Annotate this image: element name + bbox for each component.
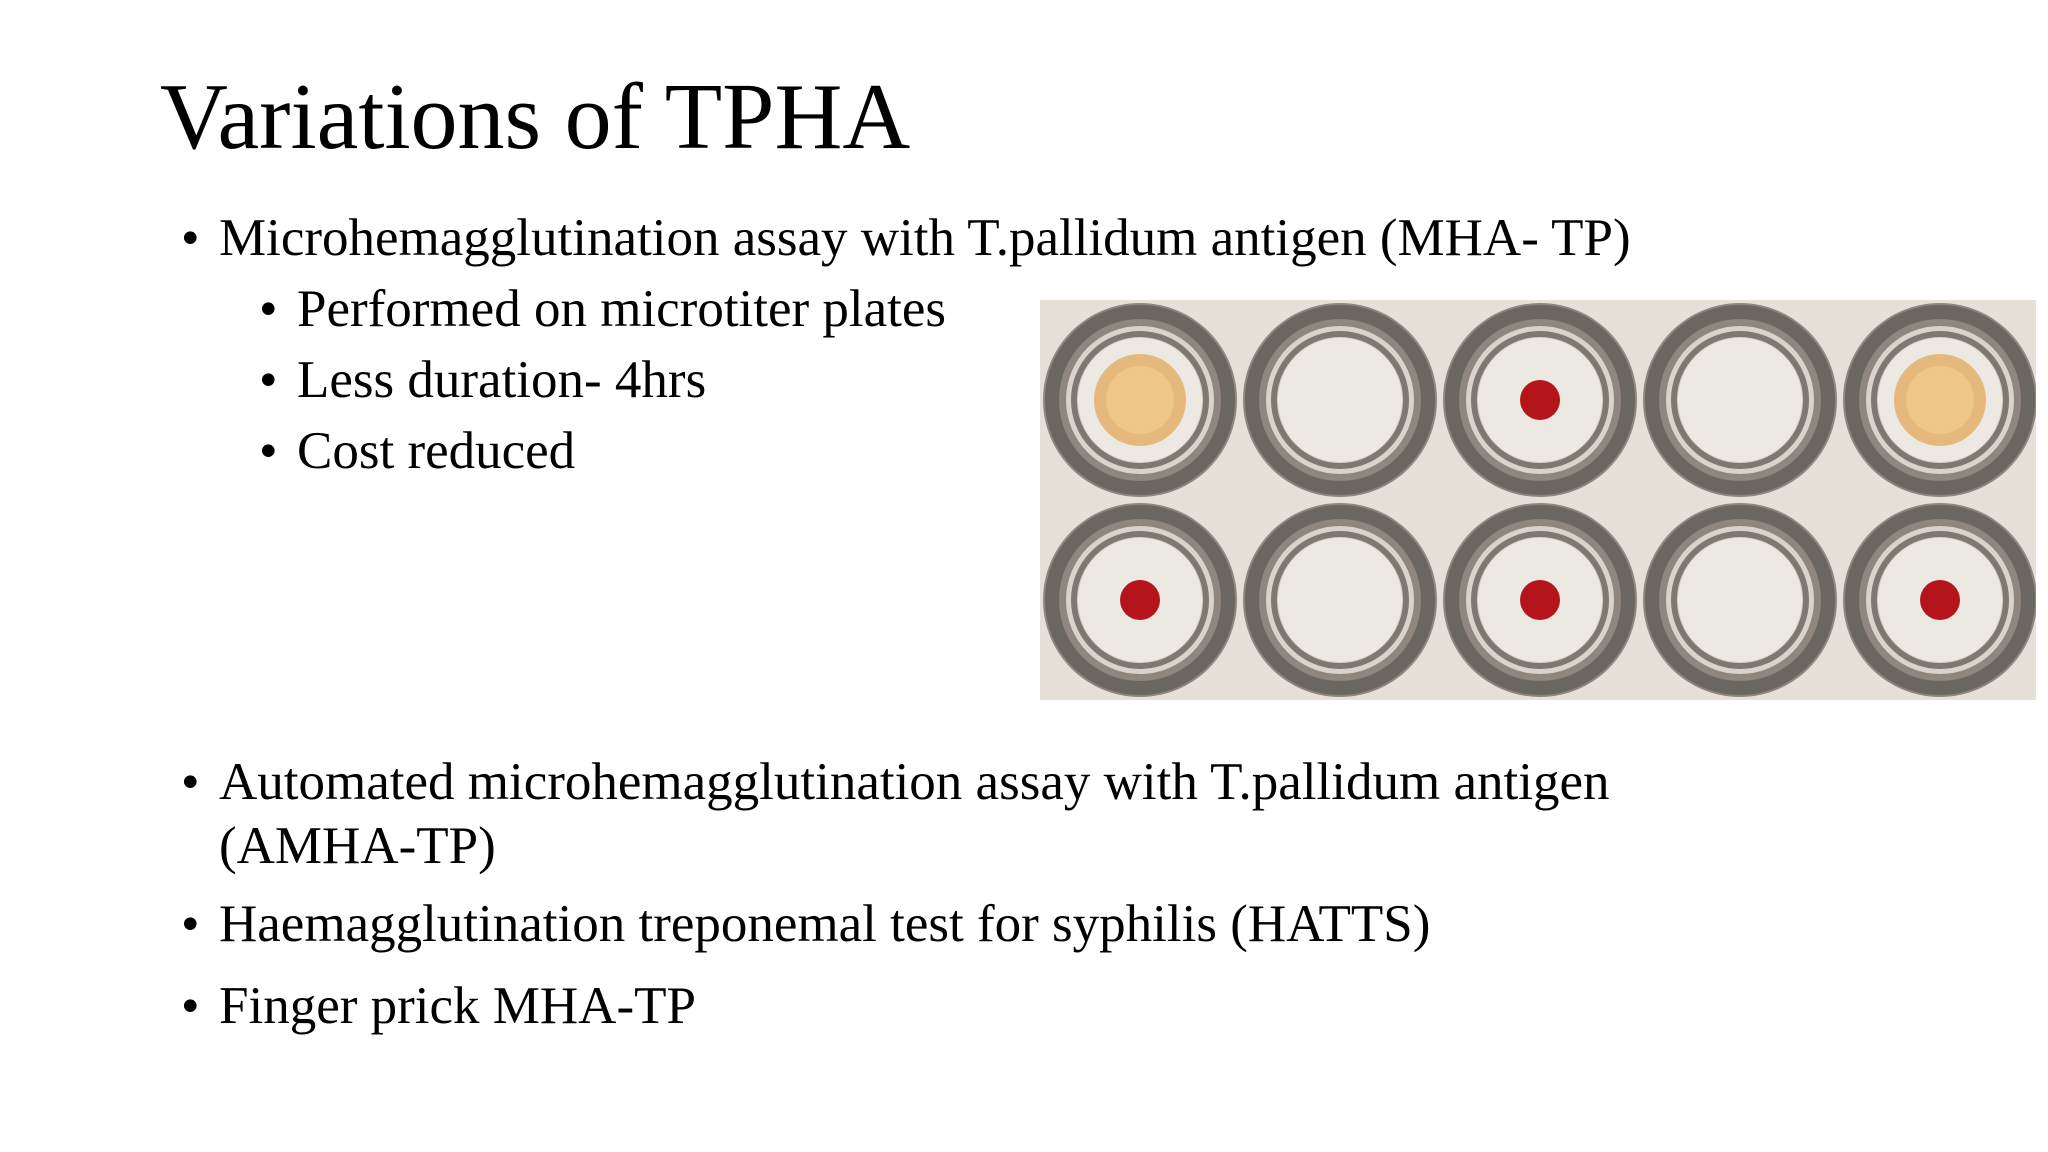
red-button-dot xyxy=(1920,580,1960,620)
bullet-text: Cost reduced xyxy=(297,422,576,480)
red-button-dot xyxy=(1520,580,1560,620)
well-floor xyxy=(1678,538,1802,662)
slide-title: Variations of TPHA xyxy=(160,65,911,169)
bullet-dot: • xyxy=(181,895,200,953)
bullet-dot: • xyxy=(181,753,200,811)
agglutination-mat-center xyxy=(1106,366,1174,434)
microtiter-plate-image xyxy=(1040,300,2036,700)
red-button-dot xyxy=(1520,380,1560,420)
bullet-text: Performed on microtiter plates xyxy=(297,280,947,338)
bullet-dot: • xyxy=(181,977,200,1035)
bullet-text: Microhemagglutination assay with T.pallidum antigen (MHA- TP) xyxy=(219,209,1631,267)
bullet-dot: • xyxy=(181,209,200,267)
red-button-dot xyxy=(1120,580,1160,620)
bullet-text: Automated microhemagglutination assay with T.pallidum antigen (AMHA-TP) xyxy=(219,753,1610,875)
well-floor xyxy=(1278,338,1402,462)
bullet-finger-prick xyxy=(181,974,696,1038)
sub-bullet-cost xyxy=(259,419,576,483)
well-floor xyxy=(1278,538,1402,662)
microtiter-plate-photo-icon xyxy=(1040,300,2036,700)
bullet-mha-tp xyxy=(181,206,1631,270)
well-floor xyxy=(1678,338,1802,462)
agglutination-mat-center xyxy=(1906,366,1974,434)
bullet-amha-tp xyxy=(181,750,1779,878)
bullet-text: Haemagglutination treponemal test for syphilis (HATTS) xyxy=(219,895,1431,953)
sub-bullet-duration xyxy=(259,348,707,412)
bullet-dot: • xyxy=(259,280,278,338)
bullet-dot: • xyxy=(259,351,278,409)
bullet-text: Finger prick MHA-TP xyxy=(219,977,696,1035)
bullet-text: Less duration- 4hrs xyxy=(297,351,707,409)
bullet-dot: • xyxy=(259,422,278,480)
sub-bullet-microtiter xyxy=(259,277,947,341)
bullet-hatts xyxy=(181,892,1431,956)
